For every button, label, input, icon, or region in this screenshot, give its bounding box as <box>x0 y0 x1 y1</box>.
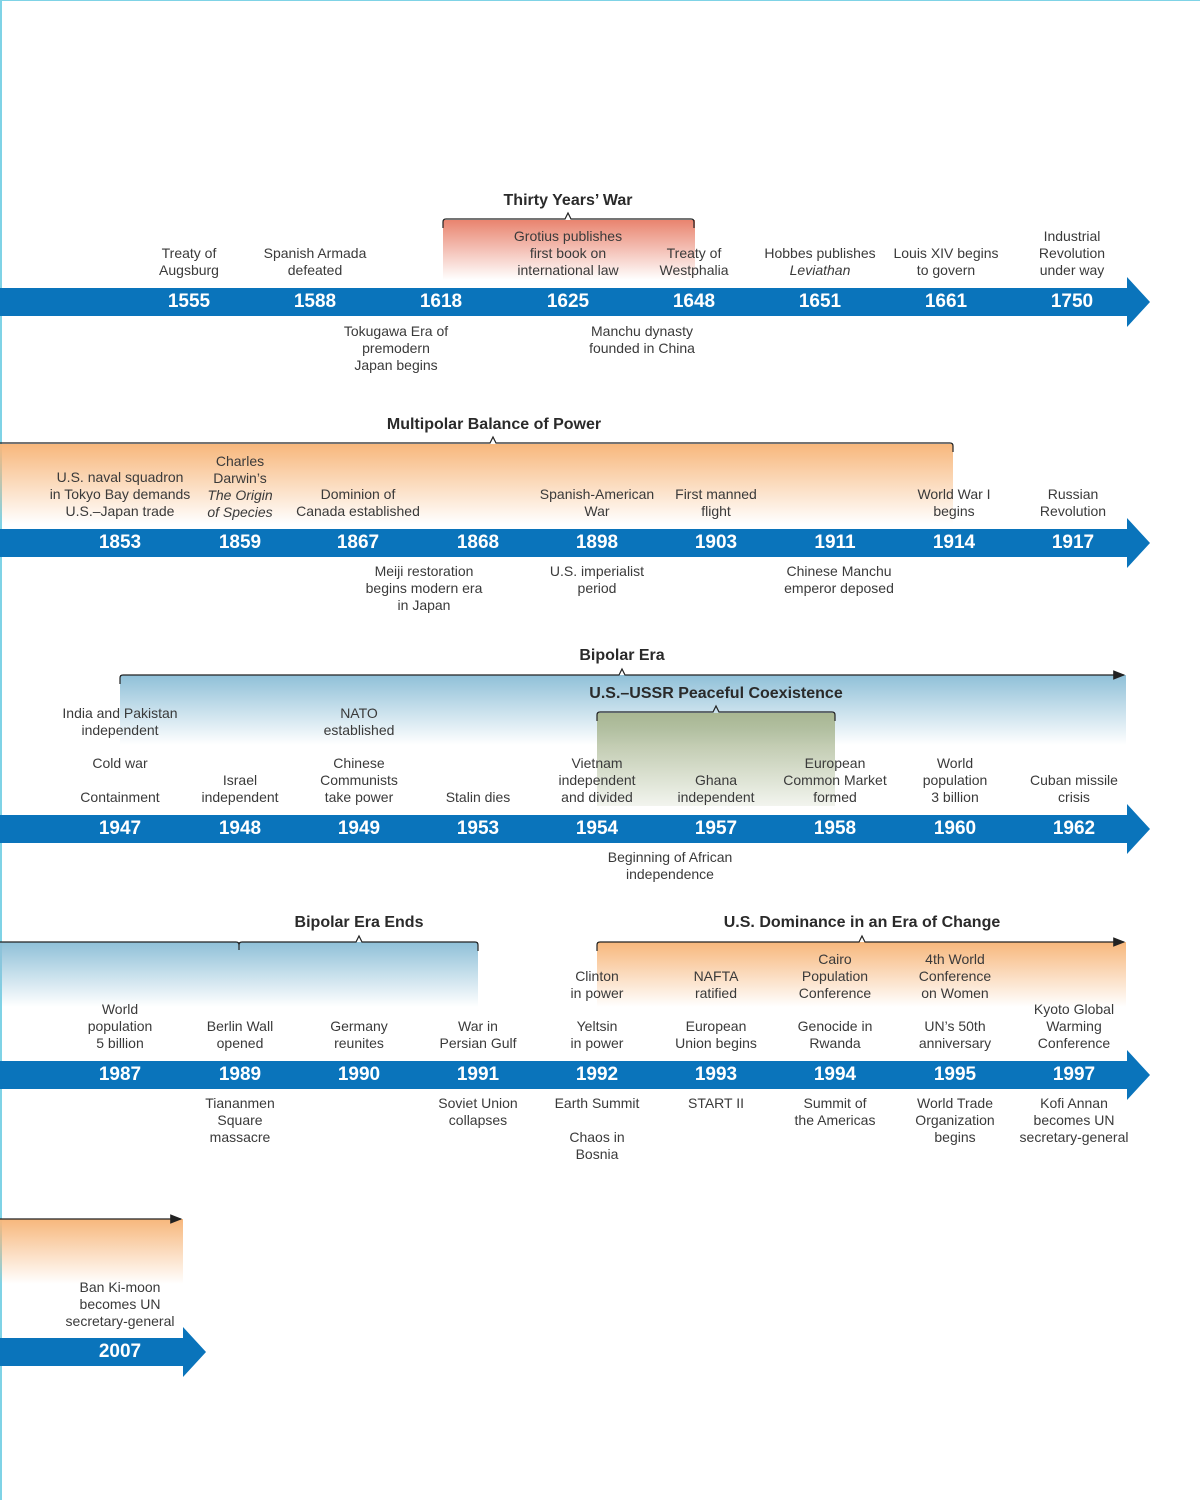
event-industrial-revolution: Industrial Revolution under way <box>1038 228 1106 278</box>
year-label: 1990 <box>337 1064 381 1085</box>
event-treaty-augsburg: Treaty of Augsburg <box>159 245 219 278</box>
era-band-us-dominance-cont <box>0 1219 183 1284</box>
year-label: 1867 <box>336 532 380 553</box>
year-label: 1962 <box>1052 818 1096 839</box>
year-label: 1953 <box>456 818 500 839</box>
year-label: 1957 <box>694 818 738 839</box>
event-european-union: European Union begins <box>675 1018 757 1051</box>
event-naval-squadron: U.S. naval squadron in Tokyo Bay demands U.S.–Japan trade <box>49 469 191 519</box>
event-russian-revolution: Russian Revolution <box>1039 486 1107 519</box>
event-nafta: NAFTA ratified <box>693 968 739 1001</box>
event-berlin-wall: Berlin Wall opened <box>206 1018 274 1051</box>
event-spanish-armada: Spanish Armada defeated <box>263 245 367 278</box>
event-bosnia: Chaos in Bosnia <box>569 1129 625 1162</box>
heading-peaceful-coexistence: U.S.–USSR Peaceful Coexistence <box>589 685 843 702</box>
event-soviet-collapse: Soviet Union collapses <box>438 1095 518 1128</box>
event-tiananmen: Tiananmen Square massacre <box>205 1095 275 1145</box>
event-india-pakistan: India and Pakistan independent <box>62 705 178 738</box>
event-clinton: Clinton in power <box>570 968 624 1001</box>
event-kyoto: Kyoto Global Warming Conference <box>1033 1001 1115 1051</box>
event-treaty-westphalia: Treaty of Westphalia <box>659 245 729 278</box>
event-ban-ki-moon: Ban Ki-moon becomes UN secretary-general <box>65 1279 175 1329</box>
event-hobbes: Hobbes publishes Leviathan <box>764 245 876 278</box>
event-nato: NATO established <box>323 705 395 738</box>
event-cold-war: Cold war <box>92 755 148 771</box>
era-band-bipolar-ends <box>0 942 478 1007</box>
event-women-conference: 4th World Conference on Women <box>918 951 992 1001</box>
heading-thirty-years-war: Thirty Years’ War <box>503 192 633 209</box>
year-label: 1648 <box>672 291 716 312</box>
year-label: 1949 <box>337 818 381 839</box>
event-population-5b: World population 5 billion <box>87 1001 153 1051</box>
year-label: 1750 <box>1050 291 1094 312</box>
event-summit-americas: Summit of the Americas <box>794 1095 876 1128</box>
year-label: 1588 <box>293 291 337 312</box>
year-label: 1987 <box>98 1064 142 1085</box>
event-meiji: Meiji restoration begins modern era in Japan <box>365 563 483 613</box>
event-manchu-emperor: Chinese Manchu emperor deposed <box>784 563 894 596</box>
event-yeltsin: Yeltsin in power <box>570 1018 624 1051</box>
year-label: 1914 <box>932 532 976 553</box>
year-label: 1898 <box>575 532 619 553</box>
year-label: 1991 <box>456 1064 500 1085</box>
event-common-market: European Common Market formed <box>783 755 887 805</box>
event-wwi: World War I begins <box>917 486 991 519</box>
year-label: 1960 <box>933 818 977 839</box>
event-wto: World Trade Organization begins <box>915 1095 995 1145</box>
year-label: 2007 <box>98 1341 142 1362</box>
heading-bipolar-era: Bipolar Era <box>579 647 665 664</box>
event-darwin: Charles Darwin’s The Origin of Species <box>207 453 273 520</box>
year-label: 1958 <box>813 818 857 839</box>
heading-us-dominance: U.S. Dominance in an Era of Change <box>723 914 1001 931</box>
year-label: 1954 <box>575 818 619 839</box>
year-label: 1948 <box>218 818 262 839</box>
year-label: 1947 <box>98 818 142 839</box>
year-label: 1917 <box>1051 532 1095 553</box>
heading-bipolar-era-ends: Bipolar Era Ends <box>294 914 424 931</box>
event-tokugawa: Tokugawa Era of premodern Japan begins <box>343 323 449 373</box>
year-label: 1625 <box>546 291 590 312</box>
event-ghana: Ghana independent <box>677 772 755 805</box>
event-germany-reunites: Germany reunites <box>330 1018 388 1051</box>
event-cuban-missile: Cuban missile crisis <box>1030 772 1118 805</box>
heading-multipolar: Multipolar Balance of Power <box>386 416 602 433</box>
event-dominion-canada: Dominion of Canada established <box>296 486 420 519</box>
event-start-ii: START II <box>687 1095 745 1111</box>
event-israel: Israel independent <box>201 772 279 805</box>
event-manchu-dynasty: Manchu dynasty founded in China <box>589 323 695 356</box>
year-label: 1868 <box>456 532 500 553</box>
event-spanish-american-war: Spanish-American War <box>539 486 655 519</box>
year-label: 1989 <box>218 1064 262 1085</box>
year-label: 1995 <box>933 1064 977 1085</box>
event-grotius: Grotius publishes first book on international law <box>513 228 623 278</box>
event-un-50th: UN’s 50th anniversary <box>918 1018 992 1051</box>
year-label: 1903 <box>694 532 738 553</box>
year-label: 1911 <box>814 532 856 553</box>
year-label: 1651 <box>798 291 842 312</box>
event-chinese-communists: Chinese Communists take power <box>320 755 398 805</box>
event-earth-summit: Earth Summit <box>554 1095 640 1111</box>
event-manned-flight: First manned flight <box>675 486 757 519</box>
year-label: 1994 <box>813 1064 857 1085</box>
year-label: 1992 <box>575 1064 619 1085</box>
event-rwanda: Genocide in Rwanda <box>797 1018 873 1051</box>
year-label: 1859 <box>218 532 262 553</box>
event-containment: Containment <box>80 789 160 805</box>
year-label: 1661 <box>924 291 968 312</box>
event-vietnam: Vietnam independent and divided <box>558 755 636 805</box>
year-label: 1997 <box>1052 1064 1096 1085</box>
event-kofi-annan: Kofi Annan becomes UN secretary-general <box>1019 1095 1129 1145</box>
event-persian-gulf: War in Persian Gulf <box>439 1018 517 1051</box>
event-louis-xiv: Louis XIV begins to govern <box>893 245 999 278</box>
event-stalin: Stalin dies <box>445 789 511 805</box>
event-us-imperialist: U.S. imperialist period <box>549 563 645 596</box>
year-label: 1993 <box>694 1064 738 1085</box>
year-label: 1618 <box>419 291 463 312</box>
event-african-independence: Beginning of African independence <box>607 849 733 882</box>
year-label: 1853 <box>98 532 142 553</box>
year-label: 1555 <box>167 291 211 312</box>
event-population-3b: World population 3 billion <box>922 755 988 805</box>
event-cairo-conference: Cairo Population Conference <box>798 951 872 1001</box>
